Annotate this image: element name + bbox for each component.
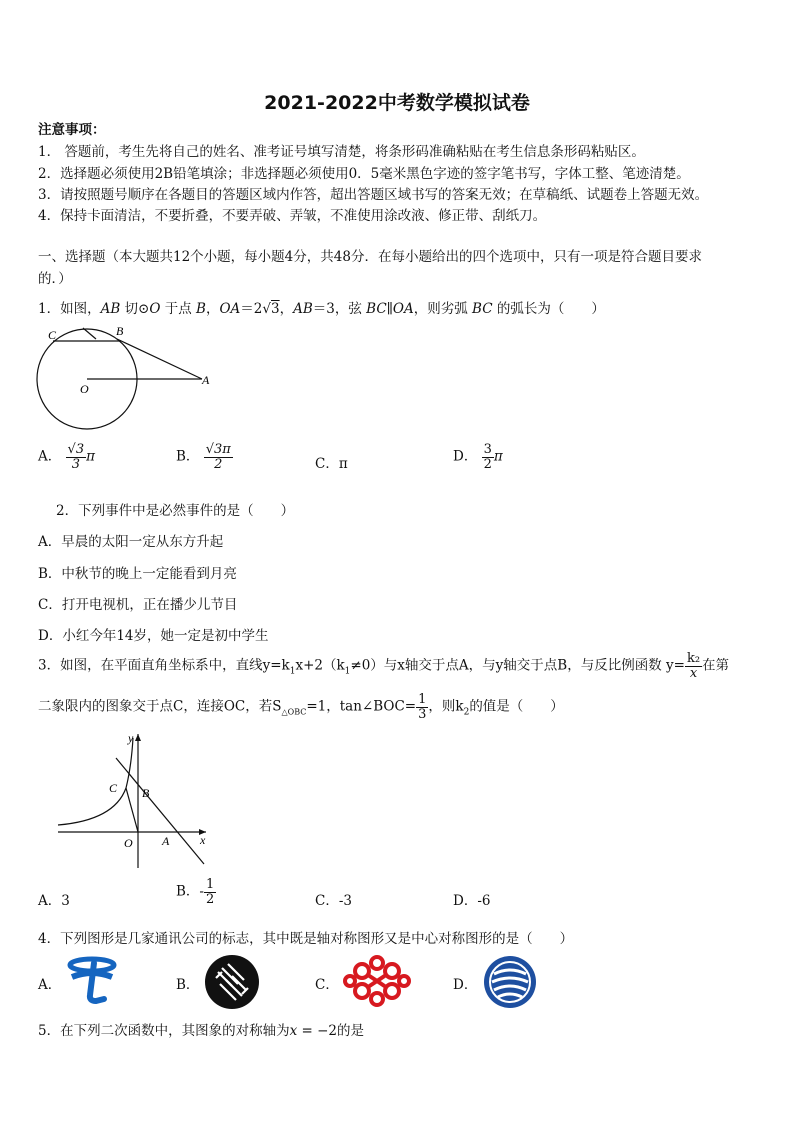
q1-var: OA: [219, 301, 241, 317]
q3-label-y: y: [128, 731, 134, 745]
q5-text: 5．在下列二次函数中，其图象的对称轴为: [38, 1023, 290, 1039]
frac-den: 3: [418, 706, 427, 722]
q1-tangent-ab: [117, 339, 202, 379]
q4-option-d-label[interactable]: D．: [453, 977, 478, 993]
q1-text: 的弧长为（ ）: [492, 301, 605, 317]
sqrt-sign: √: [262, 301, 271, 317]
q3-option-b-fraction: [204, 878, 216, 906]
q3-text: 在第: [702, 657, 730, 674]
q3-option-a[interactable]: A．3: [38, 893, 70, 909]
q3-stem-line2: [38, 693, 564, 721]
option-label: C．: [315, 456, 339, 472]
q3-label-b: B: [142, 786, 150, 800]
q3-subscript: 2: [463, 707, 470, 718]
q1-option-b-fraction: [204, 443, 233, 471]
q1-option-d[interactable]: [453, 443, 503, 471]
q1-text: ＝3，弦: [312, 301, 367, 317]
frac-den: 2: [205, 891, 215, 907]
q1-var: OA: [392, 301, 414, 317]
q1-text: ∥: [386, 301, 393, 317]
section-heading-line2: 的．）: [38, 271, 72, 287]
q1-var: BC: [366, 301, 387, 317]
q3-label-a: A: [162, 834, 170, 848]
q5-text: = −2: [297, 1023, 338, 1039]
q2-stem: 2．下列事件中是必然事件的是（ ）: [56, 503, 295, 519]
q3-coordinate-figure: [54, 730, 214, 870]
q1-label-o: O: [80, 382, 89, 396]
unicom-logo-icon[interactable]: [342, 955, 412, 1007]
section-heading-line1: 一、选择题（本大题共12个小题，每小题4分，共48分．在每小题给出的四个选项中，只有一项是符合题目要求: [38, 249, 702, 265]
frac-num: 3: [483, 442, 492, 457]
q3-text: =1，tan∠BOC=: [306, 698, 417, 715]
q3-text: ，则k: [428, 698, 464, 715]
logo-b-disc: [205, 955, 259, 1009]
mobile-logo-icon[interactable]: [202, 954, 262, 1010]
q3-text: 3．如图，在平面直角坐标系中，直线y=k: [38, 657, 290, 674]
q1-option-b[interactable]: [176, 443, 233, 471]
q3-label-x: x: [200, 833, 206, 847]
q2-option-d[interactable]: D．小红今年14岁，她一定是初中学生: [38, 628, 269, 644]
q3-text: 二象限内的图象交于点C，连接OC，若S: [38, 698, 282, 715]
notice-item-4: 4．保持卡面清洁，不要折叠，不要弄破、弄皱，不准使用涂改液、修正带、刮纸刀。: [38, 208, 547, 224]
q1-label-a: A: [202, 373, 210, 387]
notice-heading: 注意事项：: [38, 122, 106, 138]
q1-text: ，: [205, 301, 220, 317]
q3-subscript: △OBC: [281, 707, 307, 717]
pi-symbol: π: [86, 448, 95, 465]
q3-option-b[interactable]: [176, 878, 216, 906]
q3-hyperbola: [58, 738, 133, 825]
q1-var: O: [149, 301, 161, 317]
q3-option-c[interactable]: C．-3: [315, 893, 352, 909]
q4-option-c-label[interactable]: C．: [315, 977, 339, 993]
q5-var: x: [289, 1023, 298, 1039]
q2-option-a[interactable]: A．早晨的太阳一定从东方升起: [38, 534, 224, 550]
frac-num: 1: [418, 692, 427, 707]
frac-num: 1: [205, 877, 215, 892]
q4-option-b-label[interactable]: B．: [176, 977, 200, 993]
q5-stem: [38, 1019, 364, 1039]
q1-var: AB: [293, 301, 313, 317]
q3-option-d[interactable]: D．-6: [453, 893, 491, 909]
q1-text: ，: [279, 301, 294, 317]
q3-fraction-k2-over-x: [685, 652, 702, 680]
q1-text: 1．如图，: [38, 301, 101, 317]
netcom-logo-icon[interactable]: [482, 954, 538, 1010]
frac-num: √3π: [205, 442, 231, 457]
q1-label-b: B: [116, 324, 124, 338]
option-label: B．-: [176, 883, 204, 900]
pi-symbol: π: [493, 448, 503, 465]
q1-option-a-fraction: [66, 443, 87, 471]
option-label: A．: [38, 448, 62, 465]
notice-item-1: 1． 答题前，考生先将自己的姓名、准考证号填写清楚，将条形码准确粘贴在考生信息条形码粘贴区。: [38, 144, 645, 160]
q3-label-c: C: [109, 781, 118, 795]
q3-label-o: O: [124, 836, 133, 850]
logo-c-knot: [345, 957, 409, 1005]
q3-text: x+2（k: [295, 657, 345, 674]
q1-var: B: [196, 301, 206, 317]
q1-stem: [38, 297, 605, 317]
q3-fraction-one-third: [416, 693, 428, 721]
q3-text: 的值是（ ）: [469, 698, 564, 715]
q1-option-a[interactable]: [38, 443, 95, 471]
q1-text: ，则劣弧: [413, 301, 473, 317]
q4-option-a-label[interactable]: A．: [38, 977, 62, 993]
frac-den: 2: [214, 456, 223, 472]
q5-text: 的是: [337, 1023, 365, 1039]
q2-option-b[interactable]: B．中秋节的晚上一定能看到月亮: [38, 566, 237, 582]
notice-item-2: 2．选择题必须使用2B铅笔填涂；非选择题必须使用0．5毫米黑色字迹的签字笔书写，字体工整、笔迹清楚。: [38, 166, 690, 182]
frac-den: x: [689, 665, 698, 681]
frac-den: 3: [71, 456, 80, 472]
notice-item-3: 3．请按照题号顺序在各题目的答题区域内作答，超出答题区域书写的答案无效；在草稿纸、试题卷上答题无效。: [38, 187, 709, 203]
logo-d-disc: [484, 956, 536, 1008]
option-label: B．: [176, 448, 200, 465]
q1-label-c: C: [48, 328, 57, 342]
q3-stem-line1: [38, 652, 729, 680]
q2-option-c[interactable]: C．打开电视机，正在播少儿节目: [38, 597, 238, 613]
q3-subscript: 1: [344, 666, 351, 677]
q3-text: ≠0）与x轴交于点A，与y轴交于点B，与反比例函数 y=: [350, 657, 685, 674]
q1-circle-figure: [30, 318, 220, 430]
option-value: π: [338, 456, 348, 472]
q1-var: BC: [472, 301, 493, 317]
q1-sqrt-radicand: 3: [271, 301, 280, 317]
q1-option-c[interactable]: [315, 452, 348, 472]
q3-segment-oc: [126, 788, 138, 832]
telecom-logo-icon[interactable]: [64, 955, 120, 1005]
page-title: 2021-2022中考数学模拟试卷: [264, 92, 530, 114]
q1-text: 于点: [160, 301, 197, 317]
q3-subscript: 1: [289, 666, 296, 677]
q1-option-d-fraction: [482, 443, 494, 471]
q1-text: ＝2: [240, 301, 263, 317]
q4-stem: 4．下列图形是几家通讯公司的标志，其中既是轴对称图形又是中心对称图形的是（ ）: [38, 931, 574, 947]
option-label: D．: [453, 448, 478, 465]
q3-y-axis-arrow: [135, 734, 141, 741]
q1-text: 切⊙: [120, 301, 150, 317]
q1-var: AB: [100, 301, 121, 317]
frac-num: k₂: [686, 651, 701, 666]
frac-den: 2: [483, 456, 492, 472]
frac-num: √3: [67, 442, 85, 457]
